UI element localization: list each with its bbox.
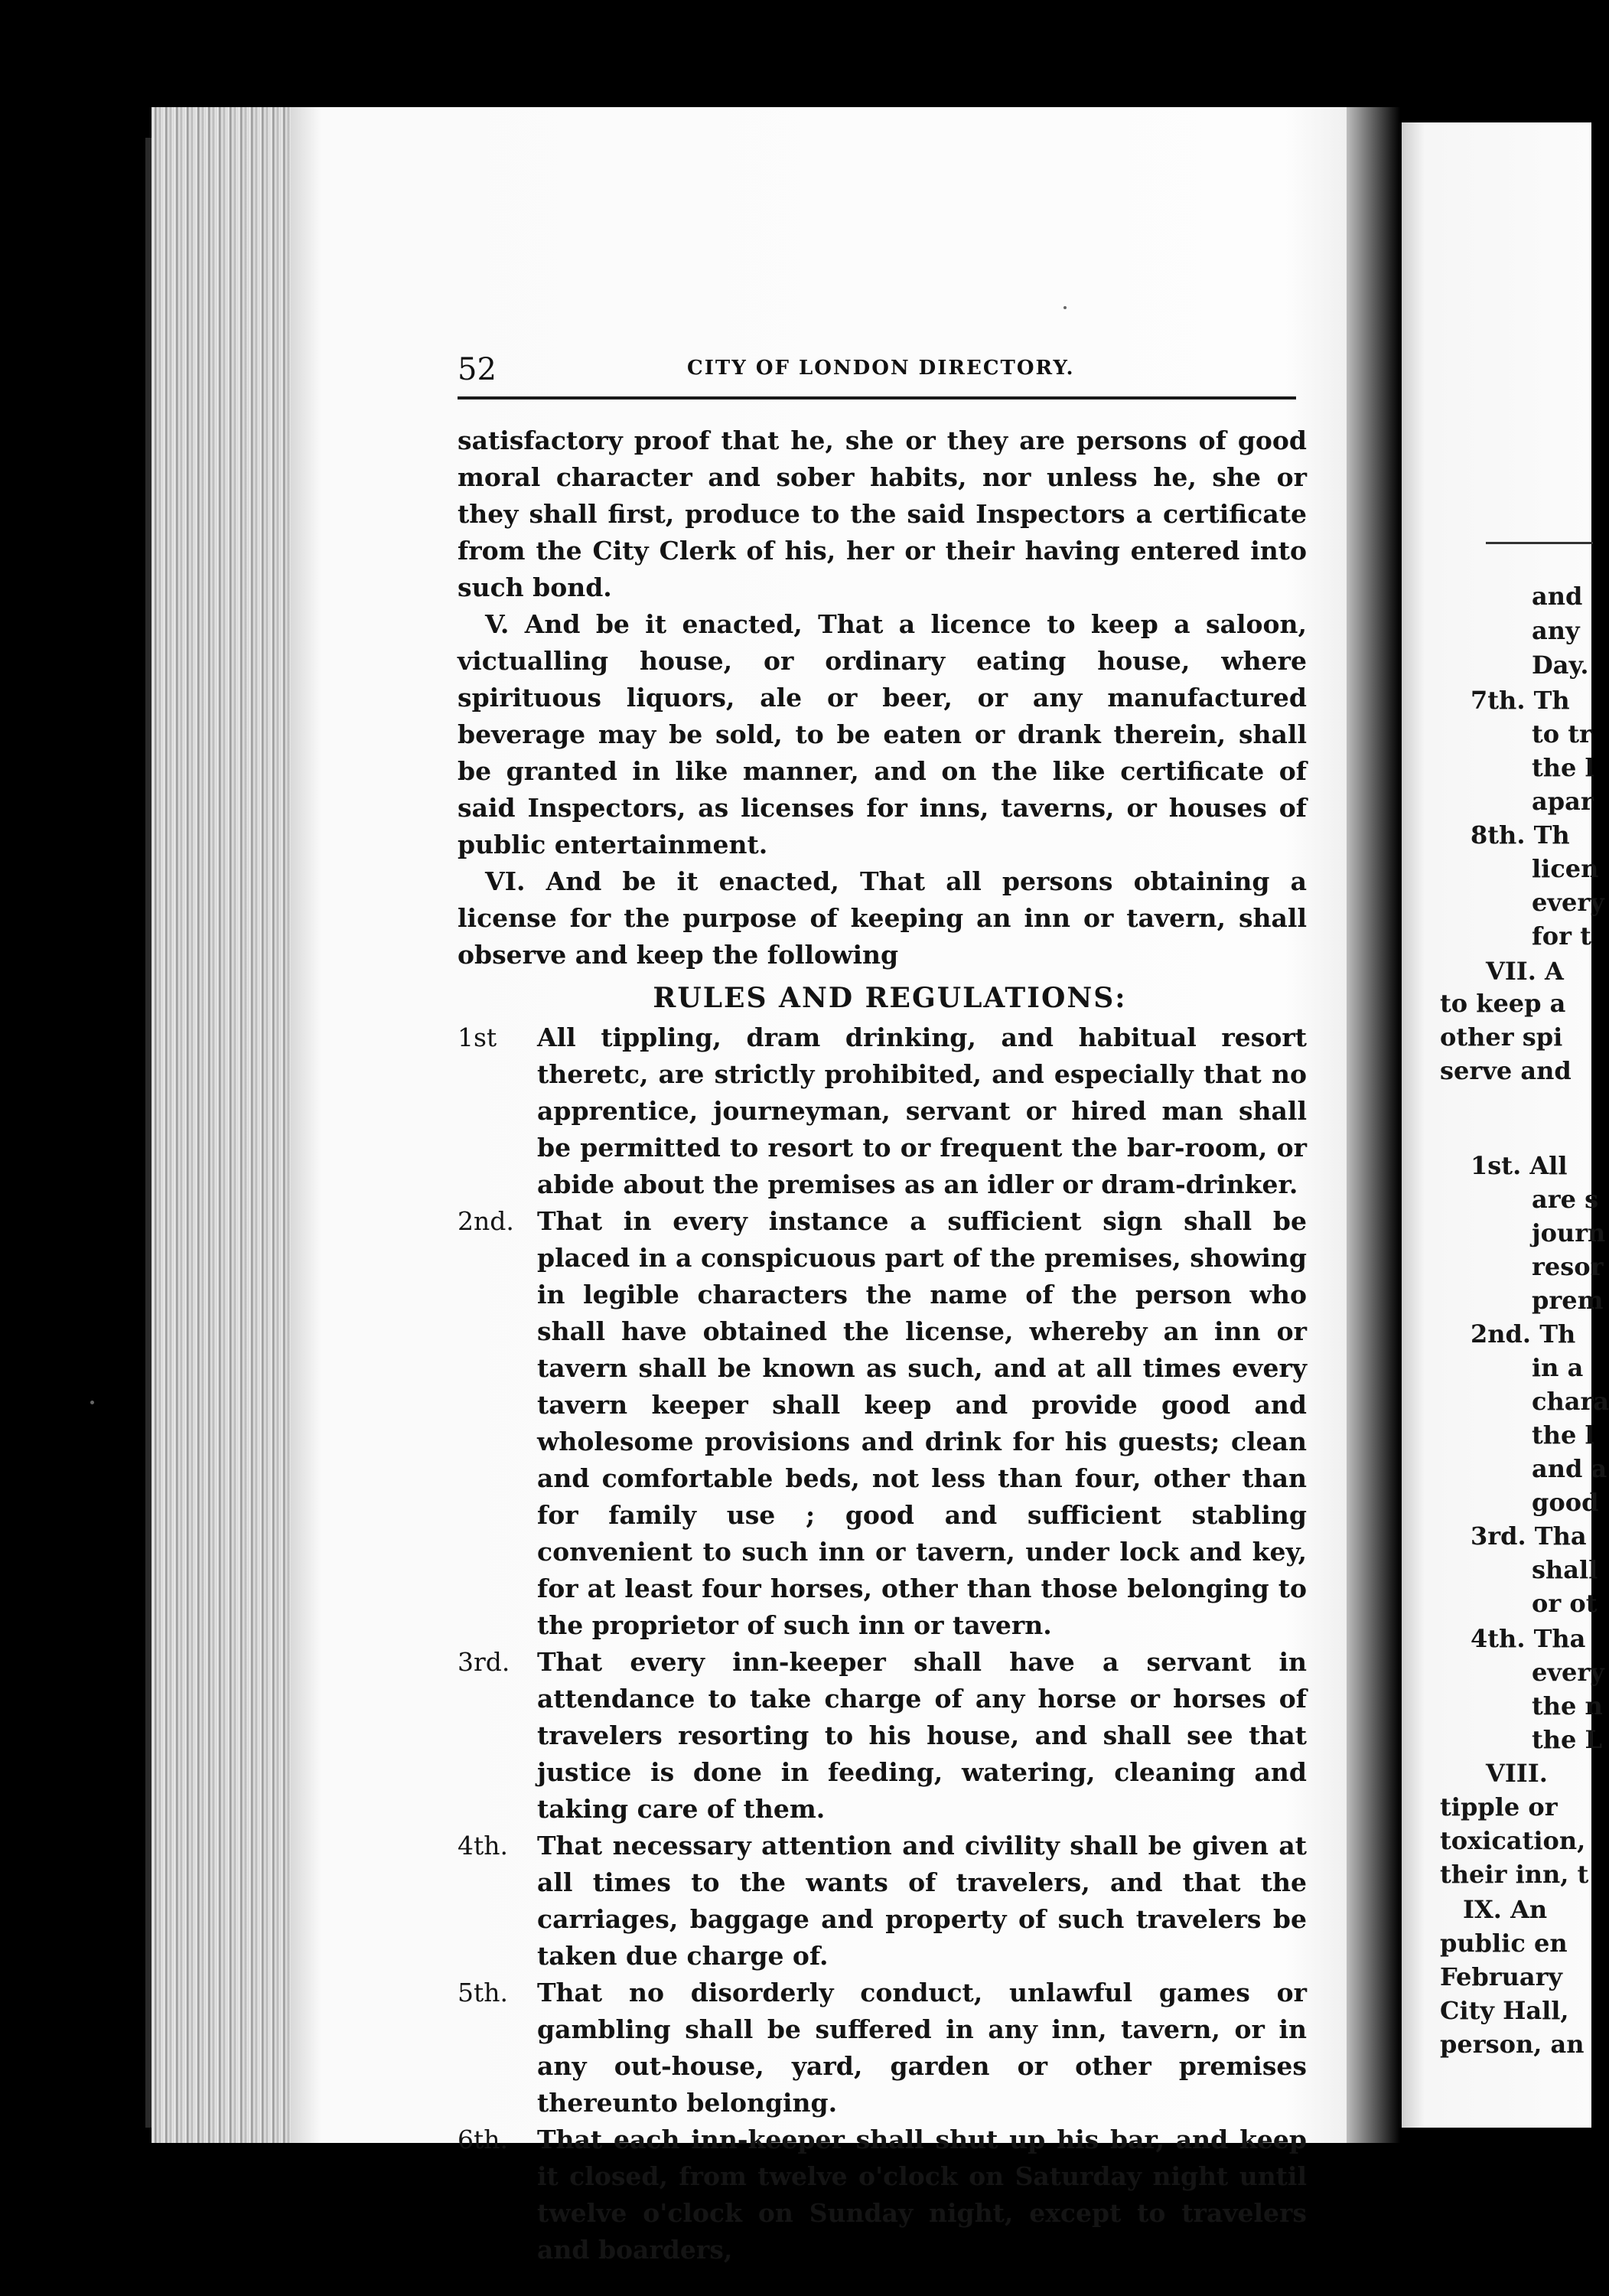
rule-number: 5th. [458, 1978, 508, 2007]
right-page-line: 7th. Th [1471, 686, 1570, 715]
right-page-line: every [1532, 1658, 1604, 1687]
paragraph: V. And be it enacted, That a licence to keep a saloon, victualling house, or ordinary eating house, where spirituous liquors, ale or beer, or any manufactured beverage may be sold, to be eaten or drank therein, shall be granted in like manner, and on the like certificate of said Inspectors, as licenses for inns, taverns, or houses of public entertainment. [458, 609, 1307, 859]
right-page-line: for t [1532, 921, 1591, 951]
rule-number: 2nd. [458, 1206, 514, 1236]
scan-speck [1063, 306, 1067, 309]
right-page-line: good [1532, 1488, 1599, 1517]
right-page-line: City Hall, [1440, 1996, 1569, 2025]
right-page-line: the l [1532, 753, 1594, 782]
header-rule [458, 396, 1296, 400]
right-page-line: the n [1532, 1691, 1603, 1720]
right-page-line: 3rd. Tha [1471, 1521, 1587, 1551]
rule-number: 4th. [458, 1831, 508, 1861]
rule-item [458, 1203, 1307, 1644]
rule-text: All tippling, dram drinking, and habitual resort theretc, are strictly prohibited, and especially that no apprentice, journeyman, servant or hired man shall be permitted to resort to or frequent the bar-room, or abide about the premises as an idler or dram-drinker. [537, 1022, 1307, 1199]
rule-number: 1st [458, 1022, 497, 1052]
paragraph: VI. And be it enacted, That all persons obtaining a license for the purpose of keeping an inn or tavern, shall observe and keep the following [458, 866, 1307, 970]
rule-number: 3rd. [458, 1647, 510, 1677]
right-page-line: any [1532, 616, 1580, 645]
right-page-line: or ot [1532, 1589, 1598, 1618]
right-page-line: licen [1532, 854, 1599, 883]
right-page-line: the L [1532, 1725, 1603, 1754]
right-page [1402, 122, 1609, 2128]
right-page-line: journ [1532, 1218, 1606, 1247]
right-page-line: serve and [1440, 1056, 1572, 1085]
rule-text: That in every instance a sufficient sign shall be placed in a conspicuous part of the premises, showing in legible characters the name of the person who shall have obtained the license, whereby an inn or tavern shall be known as such, and at all times every tavern keeper shall keep and provide good and wholesome provisions and drink for his guests; clean and comfortable beds, not less than four, other than for family use ; good and sufficient stabling convenient to such inn or tavern, under lock and key, for at least four horses, other than those belonging to the proprietor of such inn or tavern. [537, 1206, 1307, 1640]
rule-number: 6th. [458, 2125, 508, 2154]
right-page-line: person, an [1440, 2030, 1585, 2059]
right-page-line: in a [1532, 1353, 1584, 1382]
right-page-line: VII. A [1486, 957, 1564, 986]
rule-item [458, 1975, 1307, 2122]
right-page-line: 1st. All [1471, 1151, 1568, 1180]
right-page-line: 8th. Th [1471, 820, 1570, 850]
right-page-line: 4th. Tha [1471, 1624, 1586, 1653]
rule-item [458, 2122, 1307, 2268]
rule-text: That no disorderly conduct, unlawful games or gambling shall be suffered in any inn, tavern, or in any out-house, yard, garden or other premises thereunto belonging. [537, 1978, 1307, 2118]
rule-item [458, 1828, 1307, 1975]
right-page-line: VIII. [1486, 1759, 1548, 1788]
right-page-line: IX. An [1463, 1895, 1548, 1924]
page-stack [151, 107, 297, 2143]
right-page-line: February [1440, 1962, 1563, 1991]
right-page-line: the l [1532, 1420, 1594, 1450]
right-page-line: tipple or [1440, 1792, 1558, 1821]
right-page-rule [1486, 542, 1593, 544]
right-page-line: chara [1532, 1387, 1609, 1416]
right-page-line: apar [1532, 787, 1594, 816]
rule-text: That each inn-keeper shall shut up his bar, and keep it closed, from twelve o'clock on Saturday night until twelve o'clock on Sunday night, except to travelers and boarders, [537, 2125, 1307, 2265]
right-page-line: and a [1532, 1454, 1607, 1483]
right-page-line: every [1532, 888, 1604, 917]
right-page-line: Day. [1532, 651, 1589, 680]
right-page-line: prem [1532, 1286, 1604, 1315]
right-page-line: are s [1532, 1185, 1599, 1214]
rule-text: That necessary attention and civility shall be given at all times to the wants of travelers, and that the carriages, baggage and property of such travelers be taken due charge of. [537, 1831, 1307, 1971]
right-page-line: public en [1440, 1929, 1568, 1958]
page-number: 52 [458, 352, 497, 387]
page-header [458, 347, 1296, 393]
right-page-line: their inn, t [1440, 1860, 1589, 1889]
right-page-line: to tr [1532, 719, 1592, 748]
right-page-line: other spi [1440, 1022, 1563, 1052]
right-page-line: to keep a [1440, 989, 1566, 1018]
paragraph: satisfactory proof that he, she or they are persons of good moral character and sober habits, nor unless he, she or they shall first, produce to the said Inspectors a certificate from the City Clerk of his, her or their having entered into such bond. [458, 426, 1307, 602]
rule-item [458, 1019, 1307, 1203]
right-page-line: and [1532, 582, 1583, 611]
running-head: CITY OF LONDON DIRECTORY. [687, 357, 1075, 380]
right-page-line: shall [1532, 1555, 1598, 1584]
rule-text: That every inn-keeper shall have a servant in attendance to take charge of any horse or horses of travelers resorting to his house, and shall see that justice is done in feeding, watering, cleaning and taking care of them. [537, 1647, 1307, 1824]
right-page-line: 2nd. Th [1471, 1319, 1576, 1349]
gutter-shadow [1347, 107, 1400, 2143]
page-body [458, 422, 1307, 2268]
rules-heading: RULES AND REGULATIONS: [653, 982, 1127, 1014]
right-page-line: resor [1532, 1252, 1604, 1281]
scan-speck [90, 1401, 94, 1404]
rule-item [458, 1644, 1307, 1828]
right-page-line: toxication, [1440, 1826, 1586, 1855]
